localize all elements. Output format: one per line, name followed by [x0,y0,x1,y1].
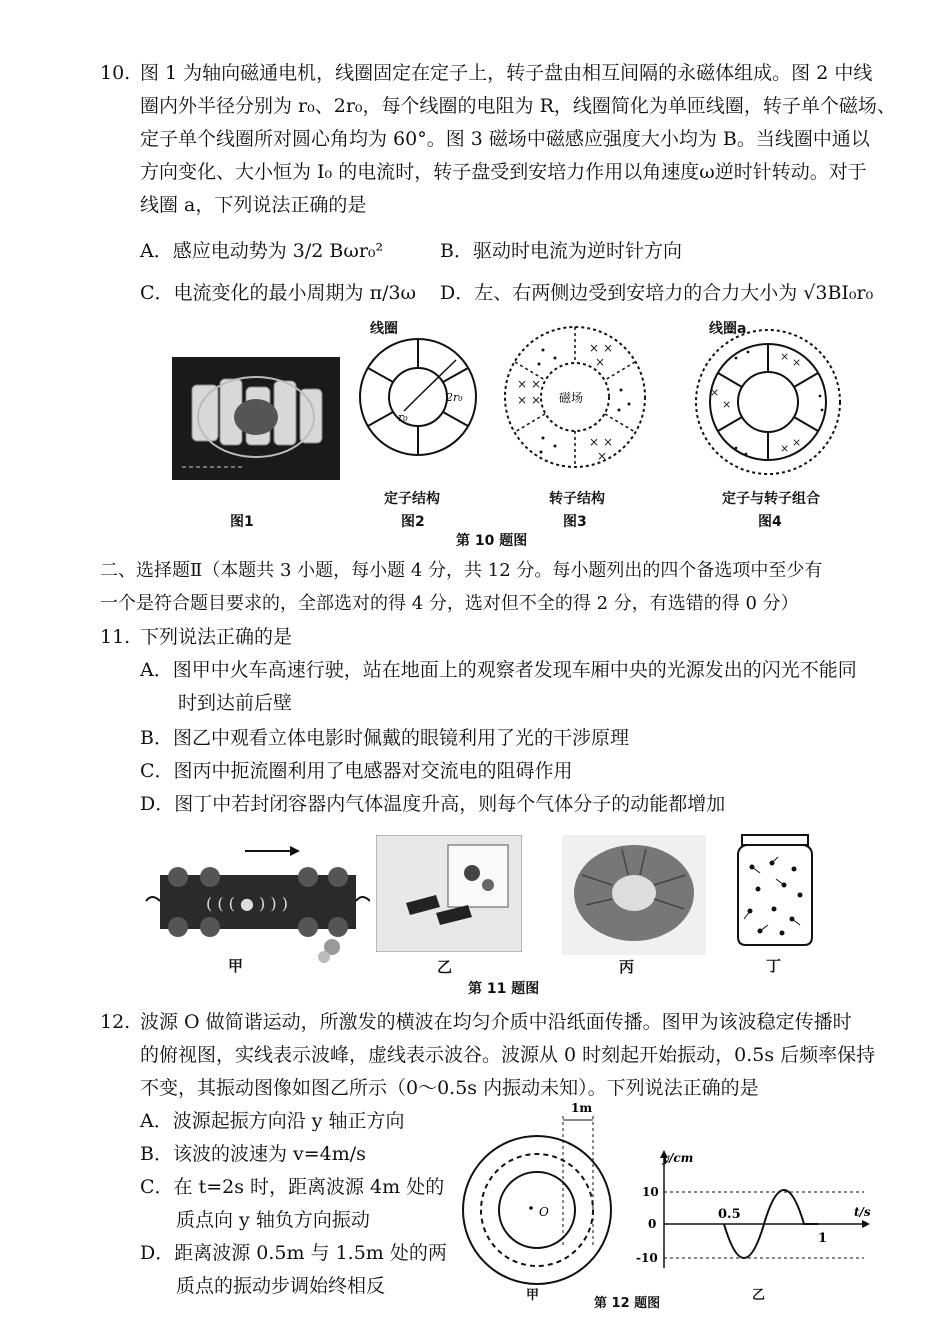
q10-option-a: A．感应电动势为 3/2 Bωr₀² [140,240,384,262]
svg-text:×: × [517,377,528,391]
q10-number: 10. [100,62,131,84]
svg-text:×: × [531,393,542,407]
svg-text:×: × [589,341,600,355]
q10-caption: 第 10 题图 [456,533,528,549]
fig-bing-choke-coil [562,835,706,955]
fig12-y-zero: 0 [648,1217,657,1231]
section2-line-2: 一个是符合题目要求的，全部选对的得 4 分，选对但不全的得 2 分，有选错的得 0 分） [100,593,799,614]
svg-text:×: × [531,377,542,391]
q12-caption: 第 12 题图 [594,1296,661,1311]
q10-option-c: C．电流变化的最小周期为 π/3ω [140,282,417,304]
section2-line-1: 二、选择题Ⅱ（本题共 3 小题，每小题 4 分，共 12 分。每小题列出的四个备选项中至少有 [100,560,823,581]
fig-bing-label: 丙 [619,958,635,976]
svg-text:×: × [710,386,720,399]
fig-jia-train [140,835,370,970]
svg-text:×: × [780,350,790,363]
q12-line-3: 不变，其振动图像如图乙所示（0～0.5s 内振动未知）。下列说法正确的是 [140,1077,759,1099]
fig12-distance-label: 1m [571,1101,593,1115]
fig-ding-label: 丁 [766,957,782,975]
fig1-motor-photo [172,357,340,480]
fig12-y-bottom: -10 [636,1251,658,1265]
fig4-name: 定子与转子组合 [722,491,820,507]
fig12-x-half: 0.5 [718,1207,741,1222]
q10-line-1: 图 1 为轴向磁通电机，线圈固定在定子上，转子盘由相互间隔的永磁体组成。图 2 中线 [140,62,873,84]
q12-option-d-line-2: 质点的振动步调始终相反 [176,1275,386,1297]
q12-line-1: 波源 O 做简谐运动，所激发的横波在均匀介质中沿纸面传播。图甲为该波稳定传播时 [140,1011,852,1033]
q12-option-c-line-1: C．在 t=2s 时，距离波源 4m 处的 [140,1176,445,1198]
q11-caption: 第 11 题图 [468,981,540,997]
q11-number: 11. [100,626,131,648]
fig2-r0-label: r₀ [398,411,408,424]
fig-yi-3d-movie [376,835,522,952]
fig-ding-gas-jar [730,833,820,949]
fig12-xlabel: t/s [854,1205,871,1219]
fig2-coil-label: 线圈 [370,321,398,337]
q12-line-2: 的俯视图，实线表示波峰，虚线表示波谷。波源从 0 时刻起开始振动，0.5s 后频率保持 [140,1044,876,1066]
q11-option-b: B．图乙中观看立体电影时佩戴的眼镜利用了光的干涉原理 [140,727,629,749]
svg-text:×: × [517,393,528,407]
fig12-ylabel: y/cm [662,1151,694,1165]
svg-text:×: × [595,355,606,369]
svg-text:×: × [780,442,790,455]
q10-line-5: 线圈 a，下列说法正确的是 [140,194,367,216]
fig4-label: 图4 [758,514,782,530]
q10-line-2: 圈内外半径分别为 r₀、2r₀，每个线圈的电阻为 R，线圈简化为单匝线圈，转子单个磁场、 [140,95,896,117]
fig-yi-label: 乙 [437,958,453,976]
fig12-origin-label: O [539,1205,549,1219]
fig12-y-top: 10 [642,1185,659,1199]
svg-text:×: × [792,356,802,369]
fig2-stator-diagram [356,335,480,459]
q11-option-a-line-2: 时到达前后壁 [178,692,293,714]
fig3-field-label: 磁场 [559,391,584,405]
q11-option-c: C．图丙中扼流圈利用了电感器对交流电的阻碍作用 [140,760,573,782]
svg-text:×: × [792,436,802,449]
svg-text:×: × [603,341,614,355]
fig-jia-label: 甲 [228,957,244,975]
q12-number: 12. [100,1011,131,1033]
fig4-coil-label: 线圈a [709,321,747,337]
q12-option-a: A．波源起振方向沿 y 轴正方向 [140,1110,405,1132]
q11-stem: 下列说法正确的是 [140,626,293,648]
q12-option-c-line-2: 质点向 y 轴负方向振动 [176,1209,370,1231]
fig3-label: 图3 [563,514,587,530]
q10-option-b: B．驱动时电流为逆时针方向 [440,240,682,262]
svg-text:×: × [597,449,608,463]
q10-line-4: 方向变化、大小恒为 I₀ 的电流时，转子盘受到安培力作用以角速度ω逆时针转动。对于 [140,161,867,183]
q12-option-b: B．该波的波速为 v=4m/s [140,1143,366,1165]
q11-option-d: D．图丁中若封闭容器内气体温度升高，则每个气体分子的动能都增加 [140,793,726,815]
fig3-rotor-diagram [503,320,647,474]
fig3-name: 转子结构 [549,491,605,507]
fig12-yi-vibration-graph [632,1148,877,1278]
fig2-label: 图2 [401,514,425,530]
q12-option-d-line-1: D．距离波源 0.5m 与 1.5m 处的两 [140,1242,447,1264]
fig2-r2-label: 2r₀ [446,391,463,404]
svg-text:×: × [589,435,600,449]
svg-text:×: × [603,435,614,449]
fig4-combined-diagram [692,322,844,478]
fig1-label: 图1 [230,514,254,530]
fig12-jia-wavefronts [455,1098,625,1294]
q10-option-d: D．左、右两侧边受到安培力的合力大小为 √3BI₀r₀ [440,282,874,304]
fig12-x-one: 1 [818,1231,828,1246]
fig12-yi-label: 乙 [752,1288,766,1303]
svg-text:( ( ( ● ) ) ): ( ( ( ● ) ) ) [206,894,288,913]
q11-option-a-line-1: A．图甲中火车高速行驶，站在地面上的观察者发现车厢中央的光源发出的闪光不能同 [140,659,857,681]
fig12-jia-label: 甲 [526,1288,540,1303]
fig2-name: 定子结构 [384,491,440,507]
q10-line-3: 定子单个线圈所对圆心角均为 60°。图 3 磁场中磁感应强度大小均为 B。当线圈中通以 [140,128,870,150]
svg-text:×: × [722,398,732,411]
